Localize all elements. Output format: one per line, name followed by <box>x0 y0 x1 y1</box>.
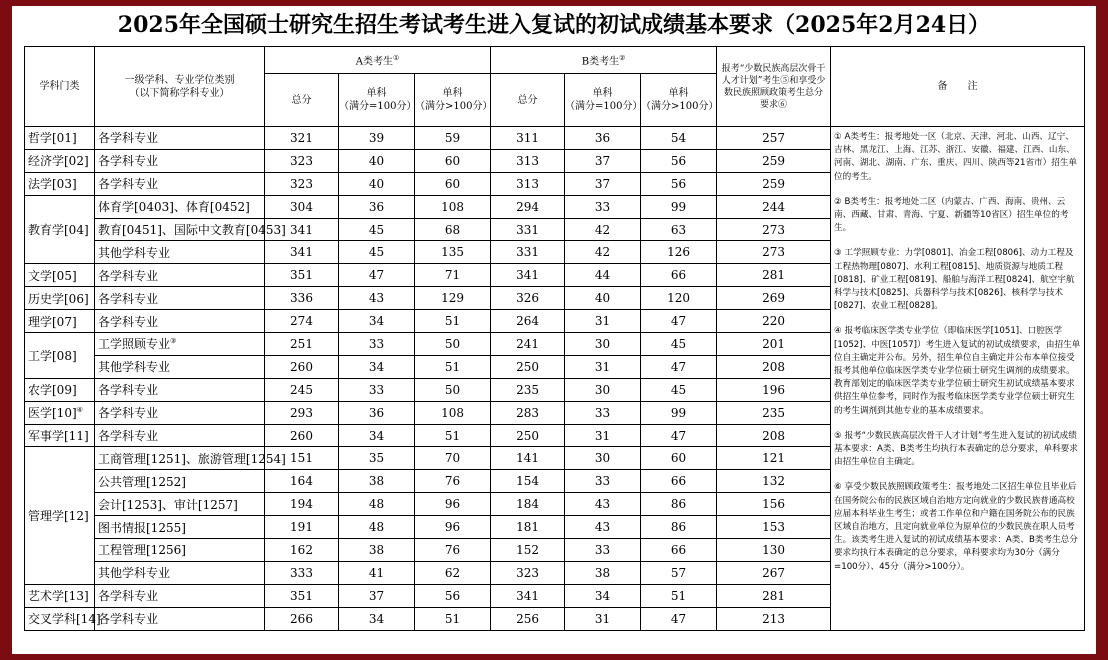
special-total-cell: 273 <box>717 241 831 264</box>
b-single-100-cell: 42 <box>565 218 641 241</box>
b-total-cell: 313 <box>491 172 565 195</box>
header-special: 报考“少数民族高层次骨干人才计划”考生⑤和享受少数民族照顾政策考生总分要求⑥ <box>717 47 831 127</box>
discipline-cell <box>25 127 95 150</box>
b-total-cell: 311 <box>491 127 565 150</box>
a-single-100-cell: 39 <box>339 127 415 150</box>
header-major-line1: 一级学科、专业学位类别 <box>124 74 235 86</box>
h-a-s2-l2: （满分>100分） <box>415 101 493 112</box>
a-single-over100-cell: 76 <box>415 470 491 493</box>
header-b-total: 总分 <box>491 74 565 127</box>
header-a-sup: ① <box>392 53 400 62</box>
major-label: 工商管理[1251]、旅游管理[1254] <box>98 451 286 466</box>
discipline-label: 交叉学科[14] <box>28 612 101 627</box>
a-total-cell: 323 <box>265 149 339 172</box>
discipline-cell <box>25 287 95 310</box>
discipline-cell <box>25 401 95 424</box>
b-single-over100-cell: 47 <box>641 310 717 333</box>
b-single-100-cell: 37 <box>565 149 641 172</box>
discipline-cell <box>25 378 95 401</box>
a-single-100-cell: 40 <box>339 172 415 195</box>
special-total-cell: 235 <box>717 401 831 424</box>
header-a-single-over100 <box>415 74 491 127</box>
h-a-s1-l2: （满分=100分） <box>339 101 417 112</box>
a-total-cell: 341 <box>265 218 339 241</box>
discipline-label: 艺术学[13] <box>28 589 89 604</box>
a-single-over100-cell: 51 <box>415 607 491 630</box>
a-single-over100-cell: 76 <box>415 539 491 562</box>
remarks-cell <box>831 127 1085 631</box>
discipline-cell <box>25 149 95 172</box>
discipline-label: 医学[10] <box>28 406 77 421</box>
major-label: 各学科专业 <box>98 268 159 283</box>
header-b-group <box>491 47 717 74</box>
discipline-cell <box>25 447 95 584</box>
document-frame <box>12 6 1096 654</box>
special-total-cell: 208 <box>717 355 831 378</box>
b-single-100-cell: 43 <box>565 493 641 516</box>
discipline-label: 文学[05] <box>28 268 77 283</box>
a-single-over100-cell: 96 <box>415 516 491 539</box>
a-single-100-cell: 36 <box>339 195 415 218</box>
b-single-100-cell: 31 <box>565 355 641 378</box>
a-total-cell: 260 <box>265 424 339 447</box>
b-single-100-cell: 40 <box>565 287 641 310</box>
discipline-cell <box>25 264 95 287</box>
b-single-over100-cell: 126 <box>641 241 717 264</box>
b-single-100-cell: 31 <box>565 310 641 333</box>
major-label: 其他学科专业 <box>98 360 171 375</box>
special-total-cell: 213 <box>717 607 831 630</box>
major-label: 各学科专业 <box>98 314 159 329</box>
b-single-over100-cell: 56 <box>641 172 717 195</box>
remark-note: ⑥ 享受少数民族照顾政策考生：报考地处二区招生单位且毕业后在国务院公布的民族区域自治地方定向就业的少数民族普通高校应届本科毕业生考生；或者工作单位和户籍在国务院公布的民族区域自治地方，且定向就业单位为原单位的少数民族在职人员考生。该类考生进入复试的初试成绩基本要求：A类、B类考生总分要求均执行本表确定的总分要求，单科要求均为30分（满分=100分）、45分（满分>100分）。 <box>834 482 1078 572</box>
major-label: 工学照顾专业 <box>98 337 171 352</box>
b-single-over100-cell: 86 <box>641 493 717 516</box>
b-single-over100-cell: 57 <box>641 561 717 584</box>
b-single-over100-cell: 99 <box>641 195 717 218</box>
remark-note: ⑤ 报考“少数民族高层次骨干人才计划”考生进入复试的初试成绩基本要求：A类、B类考生均执行本表确定的总分要求，单科要求由招生单位自主确定。 <box>834 430 1078 468</box>
header-remarks: 备 注 <box>831 47 1085 127</box>
b-total-cell: 154 <box>491 470 565 493</box>
a-single-100-cell: 48 <box>339 493 415 516</box>
special-total-cell: 259 <box>717 149 831 172</box>
header-b-label: B类考生 <box>581 56 620 68</box>
a-single-over100-cell: 56 <box>415 584 491 607</box>
major-cell <box>95 218 286 241</box>
discipline-label: 农学[09] <box>28 383 77 398</box>
b-total-cell: 323 <box>491 561 565 584</box>
b-total-cell: 341 <box>491 264 565 287</box>
a-total-cell: 341 <box>265 241 339 264</box>
a-total-cell: 162 <box>265 539 339 562</box>
header-discipline: 学科门类 <box>25 47 95 127</box>
header-a-single100 <box>339 74 415 127</box>
a-single-100-cell: 41 <box>339 561 415 584</box>
discipline-label: 经济学[02] <box>28 154 89 169</box>
major-label: 各学科专业 <box>98 154 159 169</box>
major-cell <box>95 355 265 378</box>
remark-note: ② B类考生：报考地处二区（内蒙古、广西、海南、贵州、云南、西藏、甘肃、青海、宁夏、新疆等10省区）招生单位的考生。 <box>834 196 1069 234</box>
h-a-s1-l1: 单科 <box>366 88 387 99</box>
a-total-cell: 164 <box>265 470 339 493</box>
major-cell <box>95 172 265 195</box>
b-single-over100-cell: 51 <box>641 584 717 607</box>
header-a-group <box>265 47 491 74</box>
b-total-cell: 256 <box>491 607 565 630</box>
h-b-s2-l1: 单科 <box>668 88 689 99</box>
major-label: 各学科专业 <box>98 406 159 421</box>
score-table <box>24 46 1085 631</box>
special-total-cell: 244 <box>717 195 831 218</box>
discipline-cell <box>25 172 95 195</box>
b-single-100-cell: 30 <box>565 378 641 401</box>
a-single-over100-cell: 68 <box>415 218 491 241</box>
major-cell <box>95 378 265 401</box>
special-total-cell: 220 <box>717 310 831 333</box>
remark-note: ④ 报考临床医学类专业学位（即临床医学[1051]、口腔医学[1052]、中医[1057]）考生进入复试的初试成绩要求，由招生单位自主确定并公布。另外，招生单位自主确定并公布本单位接受报考其他单位临床医学类专业学位硕士研究生调剂的成绩要求。教育部划定的临床医学类专业学位硕士研究生初试成绩基本要求供招生单位参考，同时作为报考临床医学类专业学位硕士研究生的考生调剂到其他专业的基本成绩要求。 <box>834 326 1081 416</box>
special-total-cell: 153 <box>717 516 831 539</box>
remark-note: ① A类考生：报考地处一区（北京、天津、河北、山西、辽宁、吉林、黑龙江、上海、江苏、浙江、安徽、福建、江西、山东、河南、湖北、湖南、广东、重庆、四川、陕西等21省市）招生单位的考生。 <box>834 132 1078 182</box>
footnote-mark: ③ <box>170 337 177 346</box>
a-single-100-cell: 35 <box>339 447 415 470</box>
b-single-100-cell: 38 <box>565 561 641 584</box>
b-single-over100-cell: 47 <box>641 424 717 447</box>
major-label: 各学科专业 <box>98 383 159 398</box>
major-cell <box>95 539 265 562</box>
special-total-cell: 259 <box>717 172 831 195</box>
a-total-cell: 266 <box>265 607 339 630</box>
a-single-over100-cell: 50 <box>415 378 491 401</box>
a-single-over100-cell: 96 <box>415 493 491 516</box>
a-single-100-cell: 34 <box>339 310 415 333</box>
a-total-cell: 194 <box>265 493 339 516</box>
major-cell <box>95 264 265 287</box>
major-cell <box>95 241 265 264</box>
major-label: 各学科专业 <box>98 429 159 444</box>
a-single-over100-cell: 51 <box>415 355 491 378</box>
special-total-cell: 121 <box>717 447 831 470</box>
major-cell <box>95 493 265 516</box>
b-single-over100-cell: 120 <box>641 287 717 310</box>
discipline-cell <box>25 333 95 379</box>
header-major <box>95 47 265 127</box>
special-total-cell: 132 <box>717 470 831 493</box>
a-single-100-cell: 45 <box>339 241 415 264</box>
b-single-over100-cell: 45 <box>641 378 717 401</box>
discipline-label: 法学[03] <box>28 177 77 192</box>
b-single-100-cell: 30 <box>565 333 641 356</box>
a-total-cell: 351 <box>265 264 339 287</box>
header-a-label: A类考生 <box>355 56 393 68</box>
discipline-label: 教育学[04] <box>28 223 89 237</box>
major-label: 图书情报[1255] <box>98 520 186 535</box>
a-single-100-cell: 34 <box>339 424 415 447</box>
b-single-over100-cell: 99 <box>641 401 717 424</box>
a-single-over100-cell: 50 <box>415 333 491 356</box>
footnote-mark: ④ <box>76 406 83 415</box>
b-total-cell: 331 <box>491 241 565 264</box>
a-single-100-cell: 33 <box>339 378 415 401</box>
a-single-over100-cell: 70 <box>415 447 491 470</box>
major-label: 各学科专业 <box>98 589 159 604</box>
major-cell <box>95 149 265 172</box>
special-total-cell: 130 <box>717 539 831 562</box>
b-single-100-cell: 33 <box>565 195 641 218</box>
a-single-over100-cell: 62 <box>415 561 491 584</box>
discipline-label: 工学[08] <box>28 348 77 363</box>
a-total-cell: 333 <box>265 561 339 584</box>
b-single-100-cell: 34 <box>565 584 641 607</box>
b-total-cell: 241 <box>491 333 565 356</box>
a-single-100-cell: 38 <box>339 539 415 562</box>
header-b-sup: ② <box>619 53 626 62</box>
b-single-100-cell: 31 <box>565 424 641 447</box>
b-single-over100-cell: 47 <box>641 607 717 630</box>
major-cell <box>95 333 265 356</box>
remark-note: ③ 工学照顾专业：力学[0801]、冶金工程[0806]、动力工程及工程热物理[0807]、水利工程[0815]、地质资源与地质工程[0818]、矿业工程[0819]、船舶与海洋工程[0824]、航空宇航科学与技术[0825]、兵器科学与技术[0826]、核科学与技术[0827]、农业工程[0828]。 <box>834 248 1075 312</box>
a-single-over100-cell: 129 <box>415 287 491 310</box>
header-b-single100 <box>565 74 641 127</box>
a-single-over100-cell: 108 <box>415 401 491 424</box>
b-single-100-cell: 33 <box>565 539 641 562</box>
major-cell <box>95 516 265 539</box>
b-total-cell: 184 <box>491 493 565 516</box>
b-single-100-cell: 33 <box>565 401 641 424</box>
major-label: 体育学[0403]、体育[0452] <box>98 200 250 215</box>
b-total-cell: 331 <box>491 218 565 241</box>
b-total-cell: 141 <box>491 447 565 470</box>
special-total-cell: 257 <box>717 127 831 150</box>
b-single-100-cell: 33 <box>565 470 641 493</box>
b-single-100-cell: 37 <box>565 172 641 195</box>
a-total-cell: 293 <box>265 401 339 424</box>
a-single-100-cell: 45 <box>339 218 415 241</box>
a-single-over100-cell: 71 <box>415 264 491 287</box>
h-b-s1-l1: 单科 <box>592 88 613 99</box>
major-label: 工程管理[1256] <box>98 543 186 558</box>
a-total-cell: 274 <box>265 310 339 333</box>
b-total-cell: 283 <box>491 401 565 424</box>
a-single-over100-cell: 60 <box>415 149 491 172</box>
a-total-cell: 336 <box>265 287 339 310</box>
major-label: 公共管理[1252] <box>98 474 186 489</box>
b-single-over100-cell: 86 <box>641 516 717 539</box>
discipline-label: 军事学[11] <box>28 429 89 444</box>
major-label: 各学科专业 <box>98 177 159 192</box>
b-single-over100-cell: 60 <box>641 447 717 470</box>
a-single-over100-cell: 59 <box>415 127 491 150</box>
discipline-label: 理学[07] <box>28 314 77 329</box>
b-single-over100-cell: 63 <box>641 218 717 241</box>
major-cell <box>95 127 265 150</box>
b-single-over100-cell: 66 <box>641 539 717 562</box>
header-major-line2: （以下简称学科专业） <box>129 87 230 99</box>
a-single-100-cell: 37 <box>339 584 415 607</box>
major-cell <box>95 287 265 310</box>
b-total-cell: 250 <box>491 355 565 378</box>
a-total-cell: 323 <box>265 172 339 195</box>
b-single-100-cell: 36 <box>565 127 641 150</box>
b-total-cell: 264 <box>491 310 565 333</box>
major-cell <box>95 447 286 470</box>
a-total-cell: 151 <box>265 447 339 470</box>
major-cell <box>95 607 265 630</box>
major-cell <box>95 401 265 424</box>
a-total-cell: 251 <box>265 333 339 356</box>
table-body <box>25 127 1085 631</box>
header-b-single-over100 <box>641 74 717 127</box>
b-single-over100-cell: 56 <box>641 149 717 172</box>
b-single-100-cell: 30 <box>565 447 641 470</box>
h-b-s2-l2: （满分>100分） <box>641 101 719 112</box>
major-cell <box>95 195 265 218</box>
a-single-over100-cell: 60 <box>415 172 491 195</box>
a-single-100-cell: 43 <box>339 287 415 310</box>
a-single-100-cell: 47 <box>339 264 415 287</box>
b-total-cell: 152 <box>491 539 565 562</box>
discipline-cell <box>25 584 95 607</box>
major-cell <box>95 584 265 607</box>
discipline-cell <box>25 195 95 264</box>
b-total-cell: 181 <box>491 516 565 539</box>
discipline-label: 哲学[01] <box>28 131 77 146</box>
h-b-s1-l2: （满分=100分） <box>565 101 643 112</box>
special-total-cell: 196 <box>717 378 831 401</box>
a-total-cell: 191 <box>265 516 339 539</box>
b-total-cell: 313 <box>491 149 565 172</box>
a-single-over100-cell: 108 <box>415 195 491 218</box>
a-single-over100-cell: 135 <box>415 241 491 264</box>
special-total-cell: 201 <box>717 333 831 356</box>
b-total-cell: 341 <box>491 584 565 607</box>
special-total-cell: 156 <box>717 493 831 516</box>
b-total-cell: 235 <box>491 378 565 401</box>
a-single-100-cell: 33 <box>339 333 415 356</box>
b-total-cell: 294 <box>491 195 565 218</box>
b-single-over100-cell: 54 <box>641 127 717 150</box>
b-single-100-cell: 44 <box>565 264 641 287</box>
a-total-cell: 304 <box>265 195 339 218</box>
b-single-100-cell: 42 <box>565 241 641 264</box>
major-cell <box>95 470 265 493</box>
major-label: 其他学科专业 <box>98 566 171 581</box>
a-total-cell: 245 <box>265 378 339 401</box>
major-label: 各学科专业 <box>98 131 159 146</box>
a-single-100-cell: 34 <box>339 355 415 378</box>
table-row <box>25 127 1085 150</box>
b-single-over100-cell: 66 <box>641 264 717 287</box>
discipline-label: 管理学[12] <box>28 509 89 524</box>
a-total-cell: 351 <box>265 584 339 607</box>
special-total-cell: 273 <box>717 218 831 241</box>
major-label: 教育[0451]、国际中文教育[0453] <box>98 223 286 237</box>
h-a-s2-l1: 单科 <box>442 88 463 99</box>
a-single-over100-cell: 51 <box>415 424 491 447</box>
major-label: 各学科专业 <box>98 612 159 627</box>
major-label: 会计[1253]、审计[1257] <box>98 497 238 512</box>
a-single-over100-cell: 51 <box>415 310 491 333</box>
discipline-cell <box>25 607 101 630</box>
a-single-100-cell: 34 <box>339 607 415 630</box>
discipline-label: 历史学[06] <box>28 291 89 306</box>
b-total-cell: 326 <box>491 287 565 310</box>
b-total-cell: 250 <box>491 424 565 447</box>
b-single-over100-cell: 45 <box>641 333 717 356</box>
major-label: 各学科专业 <box>98 291 159 306</box>
a-total-cell: 260 <box>265 355 339 378</box>
special-total-cell: 269 <box>717 287 831 310</box>
special-total-cell: 281 <box>717 264 831 287</box>
special-total-cell: 208 <box>717 424 831 447</box>
a-single-100-cell: 48 <box>339 516 415 539</box>
special-total-cell: 267 <box>717 561 831 584</box>
a-single-100-cell: 38 <box>339 470 415 493</box>
major-label: 其他学科专业 <box>98 245 171 260</box>
a-single-100-cell: 36 <box>339 401 415 424</box>
page-title: 2025年全国硕士研究生招生考试考生进入复试的初试成绩基本要求（2025年2月24日） <box>117 12 991 38</box>
a-total-cell: 321 <box>265 127 339 150</box>
major-cell <box>95 561 265 584</box>
discipline-cell <box>25 310 95 333</box>
discipline-cell <box>25 424 95 447</box>
b-single-over100-cell: 47 <box>641 355 717 378</box>
major-cell <box>95 310 265 333</box>
special-total-cell: 281 <box>717 584 831 607</box>
major-cell <box>95 424 265 447</box>
b-single-100-cell: 31 <box>565 607 641 630</box>
a-single-100-cell: 40 <box>339 149 415 172</box>
header-a-total: 总分 <box>265 74 339 127</box>
b-single-over100-cell: 66 <box>641 470 717 493</box>
b-single-100-cell: 43 <box>565 516 641 539</box>
